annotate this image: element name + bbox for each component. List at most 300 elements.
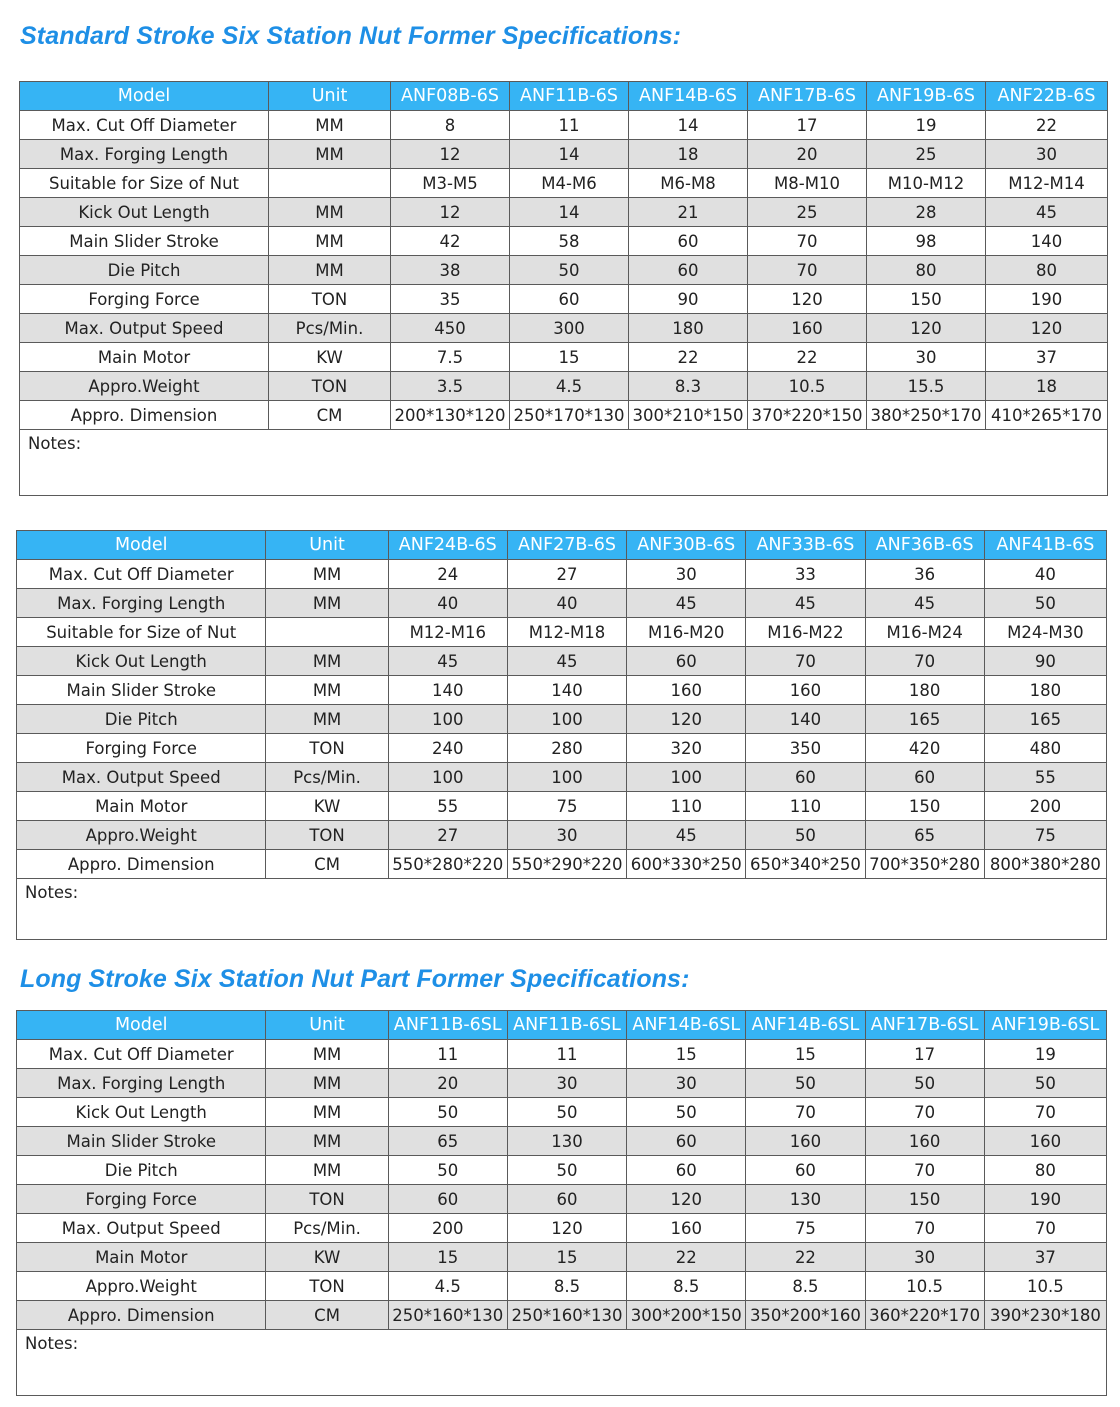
spec-unit: MM <box>269 111 391 140</box>
spec-value: 19 <box>867 111 986 140</box>
spec-label: Appro. Dimension <box>17 850 266 879</box>
spec-value: 350*200*160 <box>746 1301 865 1330</box>
spec-value: 60 <box>627 647 746 676</box>
spec-label: Main Motor <box>17 1243 266 1272</box>
spec-label: Kick Out Length <box>20 198 269 227</box>
spec-value: 22 <box>986 111 1108 140</box>
spec-value: 800*380*280 <box>984 850 1106 879</box>
header-model-code: ANF11B-6SL <box>507 1011 626 1040</box>
spec-value: 75 <box>507 792 626 821</box>
header-model-code: ANF14B-6SL <box>627 1011 746 1040</box>
table-row <box>17 1301 1107 1330</box>
spec-unit: TON <box>269 372 391 401</box>
header-model-code: ANF22B-6S <box>986 82 1108 111</box>
spec-value: 100 <box>507 763 626 792</box>
spec-value: 18 <box>986 372 1108 401</box>
spec-value: 36 <box>865 560 984 589</box>
spec-value: 50 <box>507 1098 626 1127</box>
spec-value: 150 <box>865 792 984 821</box>
table-header-row <box>17 531 1107 560</box>
spec-value: 140 <box>507 676 626 705</box>
table-row <box>17 589 1107 618</box>
spec-value: 90 <box>629 285 748 314</box>
spec-value: 30 <box>627 560 746 589</box>
spec-unit: MM <box>266 705 388 734</box>
spec-value: 45 <box>865 589 984 618</box>
table-row <box>20 285 1108 314</box>
spec-value: 8.5 <box>507 1272 626 1301</box>
spec-label: Max. Cut Off Diameter <box>17 560 266 589</box>
spec-unit: MM <box>266 676 388 705</box>
spec-value: 12 <box>391 140 510 169</box>
spec-value: 70 <box>865 647 984 676</box>
header-model-code: ANF30B-6S <box>627 531 746 560</box>
spec-unit: CM <box>266 850 388 879</box>
spec-value: 280 <box>507 734 626 763</box>
spec-value: 410*265*170 <box>986 401 1108 430</box>
spec-unit: MM <box>269 140 391 169</box>
spec-label: Main Slider Stroke <box>17 676 266 705</box>
spec-unit: Pcs/Min. <box>266 763 388 792</box>
header-model: Model <box>17 531 266 560</box>
spec-value: 60 <box>629 227 748 256</box>
spec-value: 240 <box>388 734 507 763</box>
spec-unit: TON <box>266 1272 388 1301</box>
spec-label: Main Slider Stroke <box>20 227 269 256</box>
spec-value: 12 <box>391 198 510 227</box>
spec-value: 38 <box>391 256 510 285</box>
spec-value: 60 <box>510 285 629 314</box>
table-row <box>20 169 1108 198</box>
spec-unit: MM <box>266 647 388 676</box>
spec-unit: MM <box>266 589 388 618</box>
spec-value: 120 <box>627 1185 746 1214</box>
spec-value: 22 <box>748 343 867 372</box>
spec-value: 10.5 <box>984 1272 1106 1301</box>
spec-value: 150 <box>865 1185 984 1214</box>
spec-value: 300 <box>510 314 629 343</box>
spec-value: 160 <box>748 314 867 343</box>
spec-value: 30 <box>507 1069 626 1098</box>
spec-value: 25 <box>867 140 986 169</box>
spec-value: 45 <box>388 647 507 676</box>
spec-value: 40 <box>388 589 507 618</box>
spec-table-standard-b <box>16 530 1107 940</box>
spec-value: 27 <box>507 560 626 589</box>
spec-unit: KW <box>266 792 388 821</box>
spec-value: 80 <box>984 1156 1106 1185</box>
table-row <box>17 850 1107 879</box>
spec-value: M12-M18 <box>507 618 626 647</box>
table-row <box>17 821 1107 850</box>
table-row <box>17 618 1107 647</box>
spec-value: M24-M30 <box>984 618 1106 647</box>
spec-value: 700*350*280 <box>865 850 984 879</box>
spec-value: 50 <box>746 821 865 850</box>
header-model: Model <box>20 82 269 111</box>
spec-value: 550*290*220 <box>507 850 626 879</box>
header-model-code: ANF11B-6SL <box>388 1011 507 1040</box>
spec-label: Kick Out Length <box>17 1098 266 1127</box>
spec-value: 450 <box>391 314 510 343</box>
spec-value: 160 <box>984 1127 1106 1156</box>
spec-unit: TON <box>266 734 388 763</box>
spec-value: 30 <box>865 1243 984 1272</box>
spec-value: 98 <box>867 227 986 256</box>
table-row <box>20 198 1108 227</box>
spec-value: 140 <box>388 676 507 705</box>
spec-value: 80 <box>986 256 1108 285</box>
spec-label: Suitable for Size of Nut <box>20 169 269 198</box>
table-header-row <box>17 1011 1107 1040</box>
table-row <box>17 1272 1107 1301</box>
notes-row <box>20 430 1108 496</box>
spec-value: 180 <box>865 676 984 705</box>
notes-cell: Notes: <box>17 879 1107 940</box>
spec-value: 7.5 <box>391 343 510 372</box>
notes-row <box>17 1330 1107 1396</box>
spec-value: 15 <box>507 1243 626 1272</box>
spec-label: Max. Forging Length <box>17 589 266 618</box>
spec-label: Suitable for Size of Nut <box>17 618 266 647</box>
header-model-code: ANF41B-6S <box>984 531 1106 560</box>
spec-table-long-stroke <box>16 1010 1107 1396</box>
table-row <box>17 1214 1107 1243</box>
spec-value: 160 <box>627 676 746 705</box>
spec-value: 15 <box>746 1040 865 1069</box>
spec-value: 160 <box>865 1127 984 1156</box>
spec-label: Max. Cut Off Diameter <box>20 111 269 140</box>
section-title-long-stroke: Long Stroke Six Station Nut Part Former Specifications: <box>20 965 690 993</box>
table-row <box>17 763 1107 792</box>
spec-label: Max. Cut Off Diameter <box>17 1040 266 1069</box>
spec-unit <box>269 169 391 198</box>
table-row <box>17 1069 1107 1098</box>
spec-value: 3.5 <box>391 372 510 401</box>
spec-value: 14 <box>510 198 629 227</box>
spec-value: 370*220*150 <box>748 401 867 430</box>
table-row <box>17 1127 1107 1156</box>
table-row <box>17 792 1107 821</box>
table-row <box>20 111 1108 140</box>
spec-value: 150 <box>867 285 986 314</box>
spec-label: Forging Force <box>17 734 266 763</box>
spec-value: 17 <box>748 111 867 140</box>
spec-value: 55 <box>388 792 507 821</box>
spec-value: 380*250*170 <box>867 401 986 430</box>
spec-unit: MM <box>266 560 388 589</box>
spec-value: 65 <box>865 821 984 850</box>
spec-value: 45 <box>986 198 1108 227</box>
spec-value: 19 <box>984 1040 1106 1069</box>
spec-value: 45 <box>507 647 626 676</box>
spec-label: Main Motor <box>17 792 266 821</box>
spec-label: Forging Force <box>17 1185 266 1214</box>
spec-value: 420 <box>865 734 984 763</box>
header-model-code: ANF27B-6S <box>507 531 626 560</box>
spec-value: 33 <box>746 560 865 589</box>
header-model-code: ANF33B-6S <box>746 531 865 560</box>
spec-value: 21 <box>629 198 748 227</box>
spec-unit: MM <box>266 1127 388 1156</box>
spec-value: 4.5 <box>388 1272 507 1301</box>
spec-value: 22 <box>629 343 748 372</box>
spec-value: 22 <box>746 1243 865 1272</box>
spec-value: 190 <box>984 1185 1106 1214</box>
spec-value: M12-M14 <box>986 169 1108 198</box>
spec-value: M4-M6 <box>510 169 629 198</box>
spec-value: 130 <box>746 1185 865 1214</box>
spec-unit: CM <box>266 1301 388 1330</box>
spec-value: 60 <box>865 763 984 792</box>
spec-value: 22 <box>627 1243 746 1272</box>
spec-value: 50 <box>388 1098 507 1127</box>
spec-value: 70 <box>748 227 867 256</box>
spec-value: 180 <box>629 314 748 343</box>
spec-unit: MM <box>266 1040 388 1069</box>
spec-value: 8.3 <box>629 372 748 401</box>
table-row <box>17 647 1107 676</box>
spec-value: 10.5 <box>748 372 867 401</box>
spec-value: M16-M22 <box>746 618 865 647</box>
spec-value: 200 <box>984 792 1106 821</box>
spec-unit: MM <box>269 256 391 285</box>
spec-value: 45 <box>627 589 746 618</box>
spec-value: 15 <box>510 343 629 372</box>
spec-label: Appro.Weight <box>20 372 269 401</box>
spec-value: 60 <box>388 1185 507 1214</box>
spec-value: 100 <box>388 763 507 792</box>
spec-label: Appro. Dimension <box>20 401 269 430</box>
spec-label: Die Pitch <box>17 705 266 734</box>
spec-unit: TON <box>266 1185 388 1214</box>
spec-label: Appro.Weight <box>17 1272 266 1301</box>
spec-value: 300*210*150 <box>629 401 748 430</box>
spec-value: 27 <box>388 821 507 850</box>
spec-value: 160 <box>627 1214 746 1243</box>
spec-value: 30 <box>507 821 626 850</box>
spec-unit: MM <box>269 227 391 256</box>
spec-value: 14 <box>510 140 629 169</box>
header-model-code: ANF08B-6S <box>391 82 510 111</box>
header-model-code: ANF14B-6SL <box>746 1011 865 1040</box>
spec-value: 50 <box>984 1069 1106 1098</box>
spec-unit <box>266 618 388 647</box>
header-model-code: ANF24B-6S <box>388 531 507 560</box>
spec-value: 250*160*130 <box>388 1301 507 1330</box>
spec-value: 360*220*170 <box>865 1301 984 1330</box>
spec-value: 70 <box>865 1214 984 1243</box>
spec-value: 180 <box>984 676 1106 705</box>
spec-value: 17 <box>865 1040 984 1069</box>
spec-unit: Pcs/Min. <box>266 1214 388 1243</box>
spec-value: 8 <box>391 111 510 140</box>
spec-value: 75 <box>984 821 1106 850</box>
spec-value: 11 <box>507 1040 626 1069</box>
spec-value: 110 <box>746 792 865 821</box>
spec-label: Max. Forging Length <box>17 1069 266 1098</box>
spec-label: Die Pitch <box>20 256 269 285</box>
spec-value: 100 <box>627 763 746 792</box>
spec-value: 15 <box>627 1040 746 1069</box>
table-row <box>17 1098 1107 1127</box>
spec-label: Forging Force <box>20 285 269 314</box>
spec-value: 165 <box>984 705 1106 734</box>
spec-value: 8.5 <box>627 1272 746 1301</box>
spec-value: 140 <box>746 705 865 734</box>
spec-value: 250*170*130 <box>510 401 629 430</box>
spec-label: Main Slider Stroke <box>17 1127 266 1156</box>
table-row <box>17 1185 1107 1214</box>
table-row <box>17 1156 1107 1185</box>
spec-value: 350 <box>746 734 865 763</box>
spec-value: 130 <box>507 1127 626 1156</box>
header-unit: Unit <box>266 1011 388 1040</box>
table-row <box>20 256 1108 285</box>
table-row <box>17 560 1107 589</box>
spec-value: 37 <box>986 343 1108 372</box>
spec-value: 160 <box>746 1127 865 1156</box>
spec-unit: MM <box>266 1156 388 1185</box>
spec-value: 200 <box>388 1214 507 1243</box>
spec-value: 70 <box>865 1156 984 1185</box>
spec-unit: CM <box>269 401 391 430</box>
table-row <box>20 227 1108 256</box>
spec-label: Max. Output Speed <box>17 763 266 792</box>
table-header-row <box>20 82 1108 111</box>
spec-label: Appro.Weight <box>17 821 266 850</box>
notes-cell: Notes: <box>20 430 1108 496</box>
spec-label: Main Motor <box>20 343 269 372</box>
notes-row <box>17 879 1107 940</box>
spec-value: 120 <box>986 314 1108 343</box>
spec-value: 40 <box>984 560 1106 589</box>
spec-value: M6-M8 <box>629 169 748 198</box>
spec-value: M10-M12 <box>867 169 986 198</box>
spec-value: 60 <box>507 1185 626 1214</box>
spec-value: 70 <box>984 1098 1106 1127</box>
table-row <box>20 372 1108 401</box>
spec-value: 50 <box>865 1069 984 1098</box>
table-row <box>20 140 1108 169</box>
spec-value: 70 <box>746 647 865 676</box>
spec-value: 50 <box>984 589 1106 618</box>
spec-unit: MM <box>266 1069 388 1098</box>
spec-value: 120 <box>748 285 867 314</box>
spec-value: 30 <box>986 140 1108 169</box>
header-model-code: ANF17B-6SL <box>865 1011 984 1040</box>
spec-value: 24 <box>388 560 507 589</box>
spec-value: 60 <box>627 1127 746 1156</box>
spec-unit: KW <box>269 343 391 372</box>
spec-value: 550*280*220 <box>388 850 507 879</box>
spec-value: 165 <box>865 705 984 734</box>
spec-value: 45 <box>746 589 865 618</box>
spec-unit: KW <box>266 1243 388 1272</box>
spec-value: 110 <box>627 792 746 821</box>
spec-unit: TON <box>269 285 391 314</box>
spec-value: 200*130*120 <box>391 401 510 430</box>
header-unit: Unit <box>269 82 391 111</box>
spec-value: 390*230*180 <box>984 1301 1106 1330</box>
spec-value: 11 <box>388 1040 507 1069</box>
spec-value: 4.5 <box>510 372 629 401</box>
header-unit: Unit <box>266 531 388 560</box>
spec-value: 28 <box>867 198 986 227</box>
spec-value: 70 <box>984 1214 1106 1243</box>
section-title-standard: Standard Stroke Six Station Nut Former Specifications: <box>20 22 682 50</box>
spec-value: 70 <box>748 256 867 285</box>
spec-value: 58 <box>510 227 629 256</box>
spec-value: 100 <box>507 705 626 734</box>
spec-value: 45 <box>627 821 746 850</box>
spec-value: 50 <box>746 1069 865 1098</box>
spec-value: 160 <box>746 676 865 705</box>
spec-value: 480 <box>984 734 1106 763</box>
spec-value: 60 <box>746 1156 865 1185</box>
spec-value: 55 <box>984 763 1106 792</box>
spec-value: M3-M5 <box>391 169 510 198</box>
spec-value: 120 <box>867 314 986 343</box>
spec-value: 10.5 <box>865 1272 984 1301</box>
spec-value: 18 <box>629 140 748 169</box>
spec-label: Max. Output Speed <box>17 1214 266 1243</box>
spec-value: M16-M20 <box>627 618 746 647</box>
spec-value: 25 <box>748 198 867 227</box>
spec-value: 320 <box>627 734 746 763</box>
spec-value: 15.5 <box>867 372 986 401</box>
spec-value: 14 <box>629 111 748 140</box>
header-model-code: ANF36B-6S <box>865 531 984 560</box>
spec-value: 100 <box>388 705 507 734</box>
spec-value: 15 <box>388 1243 507 1272</box>
spec-value: 60 <box>627 1156 746 1185</box>
table-row <box>17 734 1107 763</box>
spec-value: 20 <box>748 140 867 169</box>
spec-value: 35 <box>391 285 510 314</box>
spec-value: 42 <box>391 227 510 256</box>
spec-value: 120 <box>627 705 746 734</box>
header-model: Model <box>17 1011 266 1040</box>
spec-label: Max. Forging Length <box>20 140 269 169</box>
spec-value: 40 <box>507 589 626 618</box>
spec-value: M16-M24 <box>865 618 984 647</box>
table-row <box>17 676 1107 705</box>
table-row <box>20 343 1108 372</box>
table-row <box>17 1040 1107 1069</box>
spec-label: Max. Output Speed <box>20 314 269 343</box>
spec-value: 600*330*250 <box>627 850 746 879</box>
header-model-code: ANF19B-6SL <box>984 1011 1106 1040</box>
spec-unit: MM <box>266 1098 388 1127</box>
spec-value: M8-M10 <box>748 169 867 198</box>
table-row <box>20 314 1108 343</box>
spec-value: 50 <box>510 256 629 285</box>
spec-value: 250*160*130 <box>507 1301 626 1330</box>
spec-value: 20 <box>388 1069 507 1098</box>
spec-value: 37 <box>984 1243 1106 1272</box>
spec-label: Kick Out Length <box>17 647 266 676</box>
header-model-code: ANF11B-6S <box>510 82 629 111</box>
spec-value: 140 <box>986 227 1108 256</box>
spec-value: 30 <box>627 1069 746 1098</box>
spec-unit: TON <box>266 821 388 850</box>
spec-value: 120 <box>507 1214 626 1243</box>
table-row <box>20 401 1108 430</box>
header-model-code: ANF17B-6S <box>748 82 867 111</box>
spec-label: Die Pitch <box>17 1156 266 1185</box>
spec-value: 50 <box>388 1156 507 1185</box>
